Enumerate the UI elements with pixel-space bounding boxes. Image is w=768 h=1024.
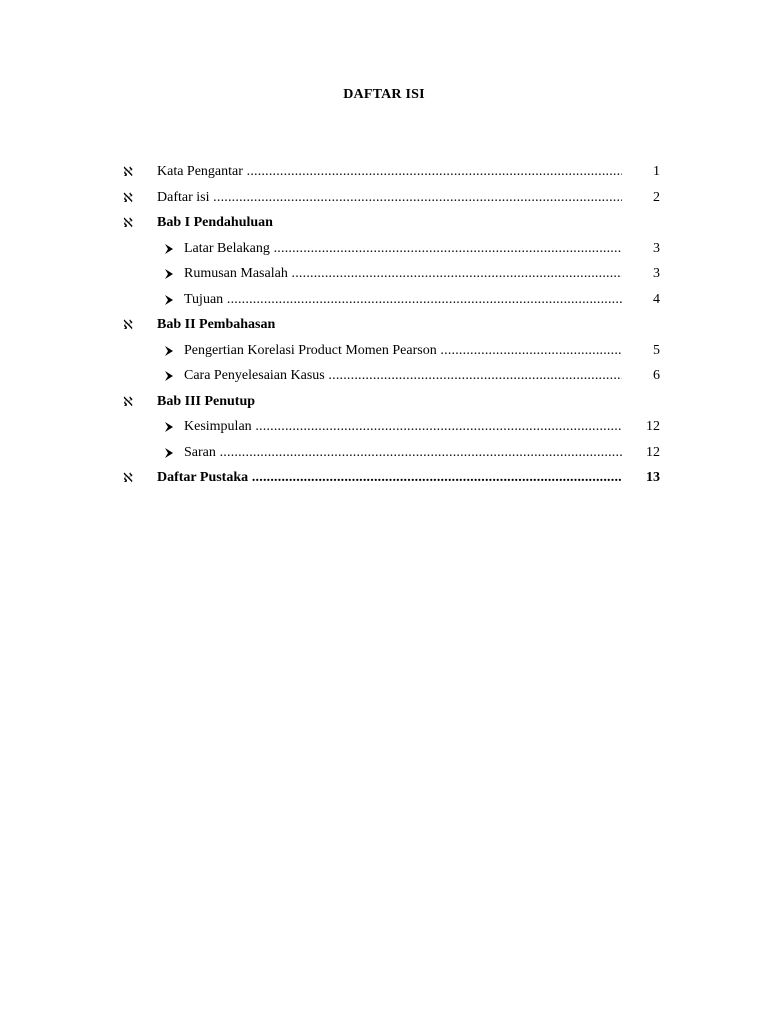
arrow-bullet-icon [162,290,176,310]
toc-entry-label: Kesimpulan ..... [184,417,622,437]
alef-bullet-icon: ℵ [123,393,133,409]
toc-page-number: 6 [653,368,660,383]
toc-page-number: 13 [646,470,660,485]
toc-entry-label: Saran ..... [184,443,622,463]
toc-entry-daftar-isi[interactable] [121,188,662,214]
toc-entry-rumusan-masalah[interactable] [121,264,662,290]
table-of-contents [121,162,662,494]
toc-page-number: 12 [646,419,660,434]
toc-entry-label: Daftar isi ..... [157,188,622,208]
toc-page-number: 3 [653,240,660,256]
toc-entry-daftar-pustaka[interactable] [121,468,662,494]
toc-entry-label: Rumusan Masalah ..... [184,264,622,284]
toc-page-number: 4 [653,291,660,307]
toc-entry-label: Kata Pengantar ..... [157,162,622,182]
alef-bullet-icon: ℵ [123,317,133,332]
page-title: DAFTAR ISI [343,87,425,102]
toc-entry-kata-pengantar[interactable] [121,162,662,188]
toc-entry-label: Tujuan ..... [184,290,622,310]
toc-heading-label: Bab II Pembahasan [157,317,276,332]
alef-bullet-icon: ℵ [123,215,133,230]
toc-heading-bab-2[interactable] [121,315,662,341]
toc-entry-latar-belakang[interactable] [121,239,662,265]
toc-entry-label: Daftar Pustaka ..... [157,468,622,488]
alef-bullet-icon: ℵ [123,189,133,205]
toc-entry-tujuan[interactable] [121,290,662,316]
alef-bullet-icon: ℵ [123,164,133,179]
toc-page-number: 12 [646,444,660,460]
toc-entry-label: Pengertian Korelasi Product Momen Pearson ..... [184,341,622,361]
arrow-bullet-icon [162,264,176,284]
toc-entry-saran[interactable] [121,443,662,469]
toc-page-number: 3 [653,266,660,281]
arrow-bullet-icon [162,366,176,386]
toc-entry-pengertian-korelasi[interactable] [121,341,662,367]
toc-entry-label: Latar Belakang ..... [184,239,622,259]
toc-heading-label: Bab I Pendahuluan [157,215,273,230]
toc-entry-kesimpulan[interactable] [121,417,662,443]
toc-page-number: 5 [653,342,660,358]
toc-heading-bab-3[interactable] [121,392,662,418]
toc-entry-cara-penyelesaian[interactable] [121,366,662,392]
arrow-bullet-icon [162,341,176,361]
arrow-bullet-icon [162,239,176,259]
arrow-bullet-icon [162,443,176,463]
toc-page-number: 2 [653,189,660,205]
toc-entry-label: Cara Penyelesaian Kasus ..... [184,366,622,386]
toc-heading-bab-1[interactable] [121,213,662,239]
arrow-bullet-icon [162,417,176,437]
toc-page-number: 1 [653,164,660,179]
alef-bullet-icon: ℵ [123,470,133,485]
toc-heading-label: Bab III Penutup [157,393,256,409]
